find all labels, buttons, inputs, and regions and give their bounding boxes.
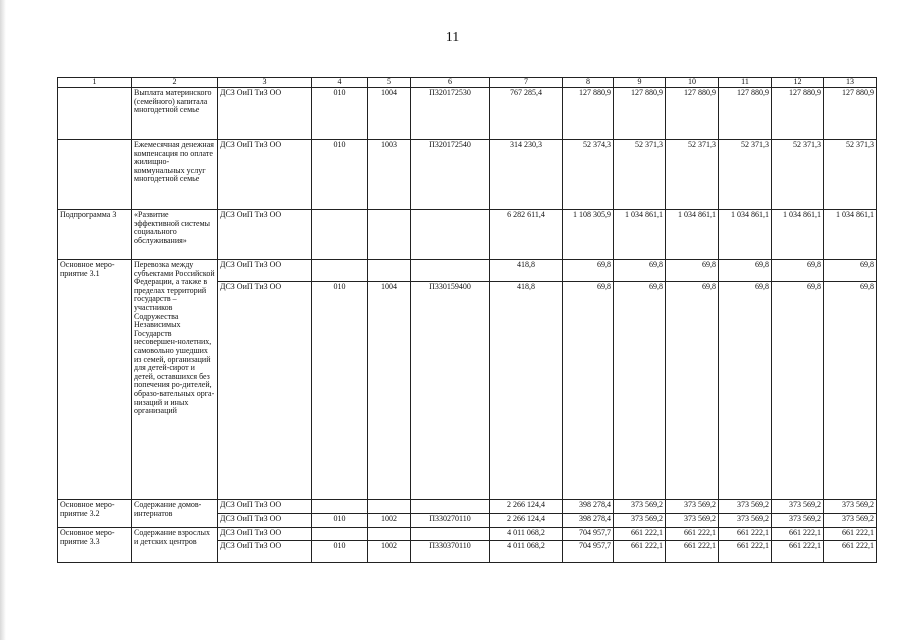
year-value: 127 880,9 xyxy=(614,88,666,140)
year-value: 69,8 xyxy=(772,282,824,500)
year-value: 52 371,3 xyxy=(824,140,877,210)
total-value: 314 230,3 xyxy=(490,140,563,210)
header-cell: 13 xyxy=(824,78,877,88)
code-cell: 1002 xyxy=(368,514,411,528)
total-value: 2 266 124,4 xyxy=(490,514,563,528)
year-value: 52 371,3 xyxy=(772,140,824,210)
year-value: 69,8 xyxy=(614,260,666,282)
year-value: 373 569,2 xyxy=(772,514,824,528)
year-value: 1 034 861,1 xyxy=(719,210,772,260)
year-value: 373 569,2 xyxy=(666,514,719,528)
organization: ДСЗ ОиП ТиЗ ОО xyxy=(218,500,312,514)
year-value: 661 222,1 xyxy=(666,541,719,563)
year-value: 373 569,2 xyxy=(719,514,772,528)
header-cell: 4 xyxy=(312,78,368,88)
measure-name: Содержание взрослых и детских центров xyxy=(132,528,218,563)
code-cell xyxy=(368,528,411,541)
year-value: 1 108 305,9 xyxy=(563,210,614,260)
year-value: 661 222,1 xyxy=(614,541,666,563)
code-cell xyxy=(368,260,411,282)
code-cell xyxy=(312,260,368,282)
header-cell: 2 xyxy=(132,78,218,88)
organization: ДСЗ ОиП ТиЗ ОО xyxy=(218,282,312,500)
year-value: 373 569,2 xyxy=(719,500,772,514)
year-value: 661 222,1 xyxy=(772,528,824,541)
code-cell xyxy=(312,500,368,514)
year-value: 127 880,9 xyxy=(824,88,877,140)
year-value: 373 569,2 xyxy=(772,500,824,514)
table-row xyxy=(58,88,877,140)
total-value: 418,8 xyxy=(490,260,563,282)
year-value: 69,8 xyxy=(772,260,824,282)
year-value: 69,8 xyxy=(614,282,666,500)
header-cell: 10 xyxy=(666,78,719,88)
code-cell xyxy=(411,210,490,260)
code-cell xyxy=(411,260,490,282)
code-cell xyxy=(368,210,411,260)
code-cell: П330370110 xyxy=(411,541,490,563)
year-value: 69,8 xyxy=(719,260,772,282)
measure-name: Перевозка между субъектами Российской Федерации, а также в пределах территорий государств – участников Содружества Независимых Государств несовершен-нолетних, самовольно ушедших из семей, организаций для детей-сирот и детей, оставшихся без попечения ро-дителей, образо-вательных орга-низаций и иных организаций xyxy=(132,260,218,500)
code-cell: П320172540 xyxy=(411,140,490,210)
year-value: 69,8 xyxy=(666,282,719,500)
year-value: 661 222,1 xyxy=(824,541,877,563)
organization: ДСЗ ОиП ТиЗ ОО xyxy=(218,140,312,210)
program-cell: Основное меро-приятие 3.1 xyxy=(58,260,132,500)
year-value: 661 222,1 xyxy=(719,541,772,563)
year-value: 127 880,9 xyxy=(563,88,614,140)
total-value: 4 011 068,2 xyxy=(490,528,563,541)
organization: ДСЗ ОиП ТиЗ ОО xyxy=(218,210,312,260)
measure-name: Содержание домов-интернатов xyxy=(132,500,218,528)
code-cell xyxy=(411,500,490,514)
program-cell: Основное меро-приятие 3.3 xyxy=(58,528,132,563)
year-value: 373 569,2 xyxy=(666,500,719,514)
header-cell: 1 xyxy=(58,78,132,88)
year-value: 1 034 861,1 xyxy=(772,210,824,260)
year-value: 1 034 861,1 xyxy=(666,210,719,260)
code-cell xyxy=(312,210,368,260)
year-value: 661 222,1 xyxy=(614,528,666,541)
code-cell: 1003 xyxy=(368,140,411,210)
code-cell: П330270110 xyxy=(411,514,490,528)
year-value: 373 569,2 xyxy=(824,514,877,528)
program-cell: Подпрограмма 3 xyxy=(58,210,132,260)
budget-table xyxy=(57,77,877,563)
table-header-row xyxy=(58,78,877,88)
year-value: 52 371,3 xyxy=(719,140,772,210)
header-cell: 11 xyxy=(719,78,772,88)
measure-name: «Развитие эффективной системы социального обслуживания» xyxy=(132,210,218,260)
year-value: 127 880,9 xyxy=(772,88,824,140)
year-value: 1 034 861,1 xyxy=(824,210,877,260)
code-cell xyxy=(368,500,411,514)
code-cell xyxy=(411,528,490,541)
table-row xyxy=(58,500,877,514)
organization: ДСЗ ОиП ТиЗ ОО xyxy=(218,514,312,528)
total-value: 4 011 068,2 xyxy=(490,541,563,563)
code-cell: 1004 xyxy=(368,282,411,500)
year-value: 69,8 xyxy=(563,282,614,500)
table-row xyxy=(58,528,877,541)
total-value: 6 282 611,4 xyxy=(490,210,563,260)
header-cell: 9 xyxy=(614,78,666,88)
scan-edge xyxy=(0,0,6,640)
year-value: 661 222,1 xyxy=(719,528,772,541)
year-value: 127 880,9 xyxy=(666,88,719,140)
year-value: 661 222,1 xyxy=(824,528,877,541)
year-value: 373 569,2 xyxy=(824,500,877,514)
year-value: 398 278,4 xyxy=(563,514,614,528)
code-cell: 010 xyxy=(312,140,368,210)
year-value: 1 034 861,1 xyxy=(614,210,666,260)
code-cell: 010 xyxy=(312,88,368,140)
year-value: 704 957,7 xyxy=(563,528,614,541)
measure-name: Выплата материнского (семейного) капитала многодетной семье xyxy=(132,88,218,140)
year-value: 69,8 xyxy=(824,282,877,500)
year-value: 704 957,7 xyxy=(563,541,614,563)
header-cell: 7 xyxy=(490,78,563,88)
code-cell: 1002 xyxy=(368,541,411,563)
year-value: 69,8 xyxy=(824,260,877,282)
code-cell: П330159400 xyxy=(411,282,490,500)
year-value: 661 222,1 xyxy=(666,528,719,541)
table-row xyxy=(58,140,877,210)
total-value: 2 266 124,4 xyxy=(490,500,563,514)
code-cell xyxy=(312,528,368,541)
total-value: 418,8 xyxy=(490,282,563,500)
header-cell: 5 xyxy=(368,78,411,88)
year-value: 52 371,3 xyxy=(666,140,719,210)
code-cell: 010 xyxy=(312,514,368,528)
year-value: 69,8 xyxy=(563,260,614,282)
year-value: 127 880,9 xyxy=(719,88,772,140)
year-value: 52 374,3 xyxy=(563,140,614,210)
code-cell: 010 xyxy=(312,282,368,500)
year-value: 69,8 xyxy=(666,260,719,282)
organization: ДСЗ ОиП ТиЗ ОО xyxy=(218,260,312,282)
header-cell: 12 xyxy=(772,78,824,88)
organization: ДСЗ ОиП ТиЗ ОО xyxy=(218,88,312,140)
page-number: 11 xyxy=(445,30,460,45)
year-value: 52 371,3 xyxy=(614,140,666,210)
total-value: 767 285,4 xyxy=(490,88,563,140)
measure-name: Ежемесячная денежная компенсация по оплате жилищно-коммунальных услуг многодетной семье xyxy=(132,140,218,210)
program-cell: Основное меро-приятие 3.2 xyxy=(58,500,132,528)
code-cell: П320172530 xyxy=(411,88,490,140)
year-value: 69,8 xyxy=(719,282,772,500)
code-cell: 010 xyxy=(312,541,368,563)
table-row xyxy=(58,210,877,260)
organization: ДСЗ ОиП ТиЗ ОО xyxy=(218,528,312,541)
year-value: 398 278,4 xyxy=(563,500,614,514)
header-cell: 3 xyxy=(218,78,312,88)
table-row xyxy=(58,260,877,282)
year-value: 373 569,2 xyxy=(614,514,666,528)
code-cell: 1004 xyxy=(368,88,411,140)
year-value: 661 222,1 xyxy=(772,541,824,563)
year-value: 373 569,2 xyxy=(614,500,666,514)
header-cell: 6 xyxy=(411,78,490,88)
program-cell xyxy=(58,88,132,140)
organization: ДСЗ ОиП ТиЗ ОО xyxy=(218,541,312,563)
program-cell xyxy=(58,140,132,210)
header-cell: 8 xyxy=(563,78,614,88)
